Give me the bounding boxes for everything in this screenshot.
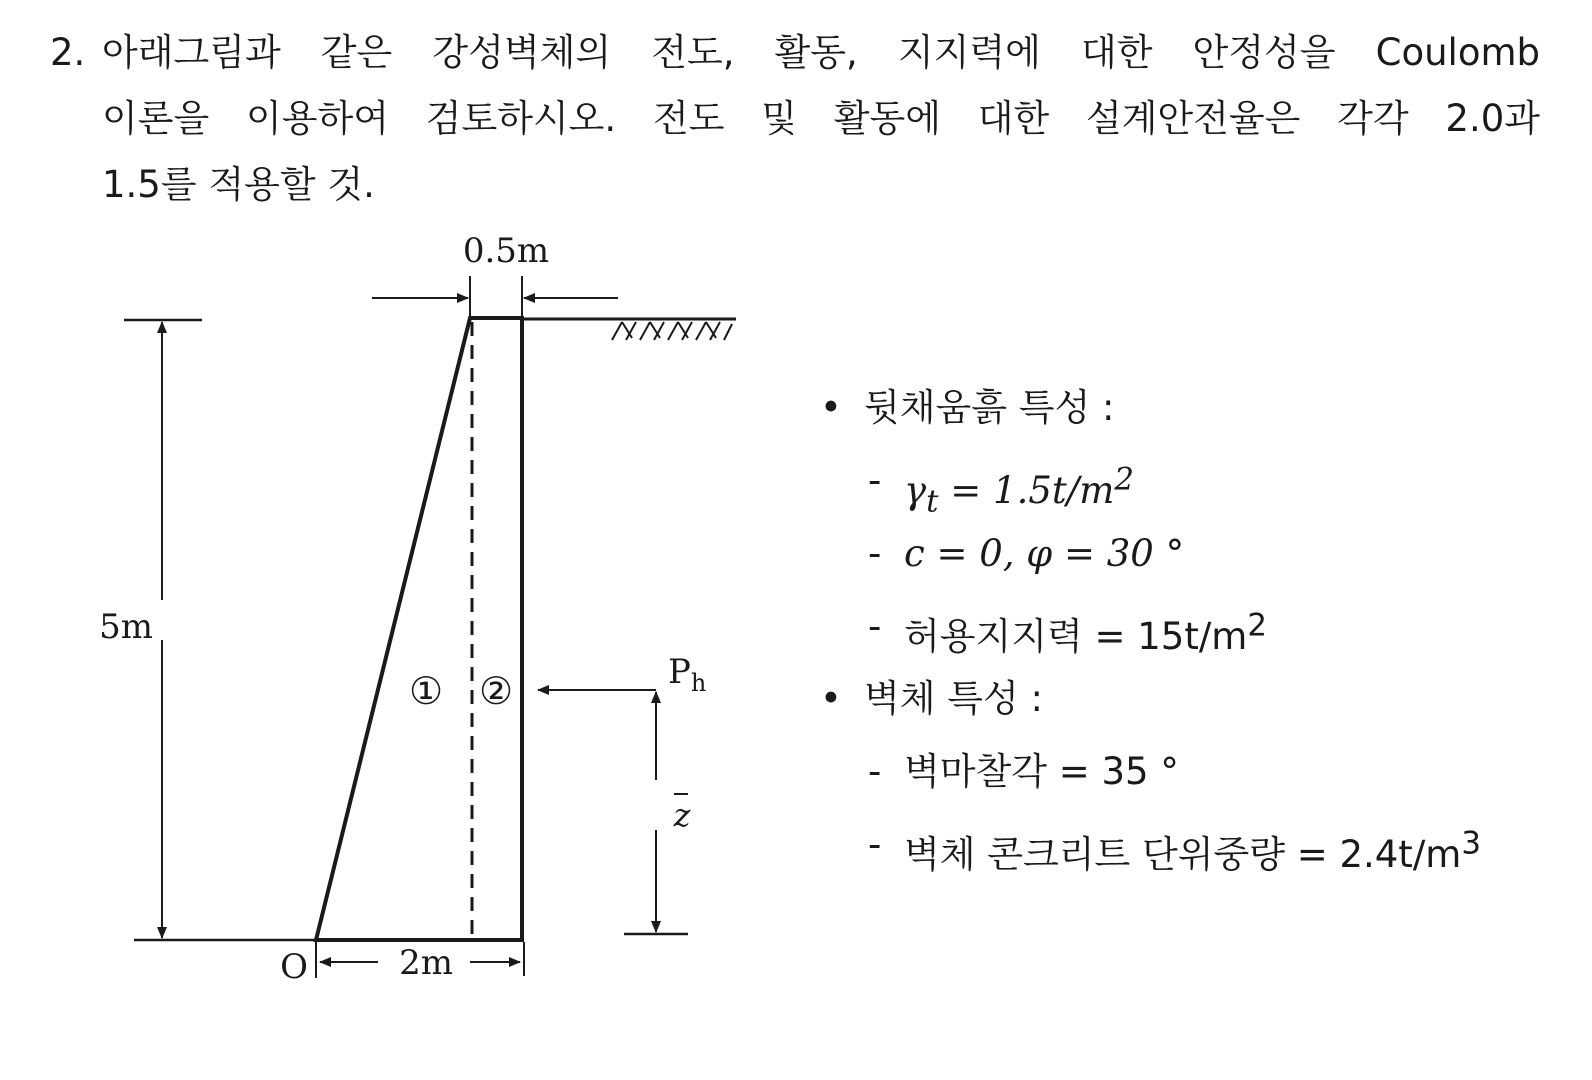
backfill-item [820, 444, 1550, 520]
backfill-heading: • 뒷채움흙 특성 : [820, 372, 1550, 444]
concrete-unit-weight-text: 벽체 콘크리트 단위중량 = $2.4t/m^3$ [904, 826, 1481, 877]
force-ph [538, 652, 706, 934]
wall-outline [316, 318, 522, 940]
zbar-label: z [673, 796, 691, 834]
problem-line-3: 1.5를 적용할 것. [102, 163, 375, 206]
problem-number: 2. [50, 31, 86, 74]
wall-item [820, 808, 1550, 881]
strength-params-text: c = 0, φ = 30 ° [904, 532, 1185, 575]
base-label: 2m [399, 943, 453, 983]
region-2-label: ② [478, 669, 514, 713]
height-label: 5m [99, 607, 153, 647]
region-1-label: ① [408, 669, 444, 713]
force-label: $P_h$ [668, 652, 707, 697]
backfill-item [820, 517, 1550, 590]
properties-panel [820, 372, 1550, 881]
problem-line-2: 이론을 이용하여 검토하시오. 전도 및 활동에 대한 설계안전율은 각각 2.0과 [102, 97, 1540, 140]
backfill-item [820, 590, 1550, 663]
top-width-dimension [372, 231, 618, 318]
origin-label: O [280, 947, 308, 987]
wall-item [820, 735, 1550, 808]
base-dimension [280, 942, 524, 987]
ground-surface-hatch [522, 319, 736, 340]
wall-heading: • 벽체 특성 : [820, 663, 1550, 735]
height-dimension [99, 320, 316, 940]
unit-weight-text: $\gamma_t = 1.5t/m^2$ [904, 462, 1134, 520]
top-width-label: 0.5m [462, 231, 550, 271]
problem-line-1: 아래그림과 같은 강성벽체의 전도, 활동, 지지력에 대한 안정성을 Coulomb [102, 31, 1540, 74]
allowable-bearing-text: 허용지지력 = $15t/m^2$ [904, 608, 1267, 659]
wall-friction-text: 벽마찰각 = 35 ° [904, 750, 1179, 793]
